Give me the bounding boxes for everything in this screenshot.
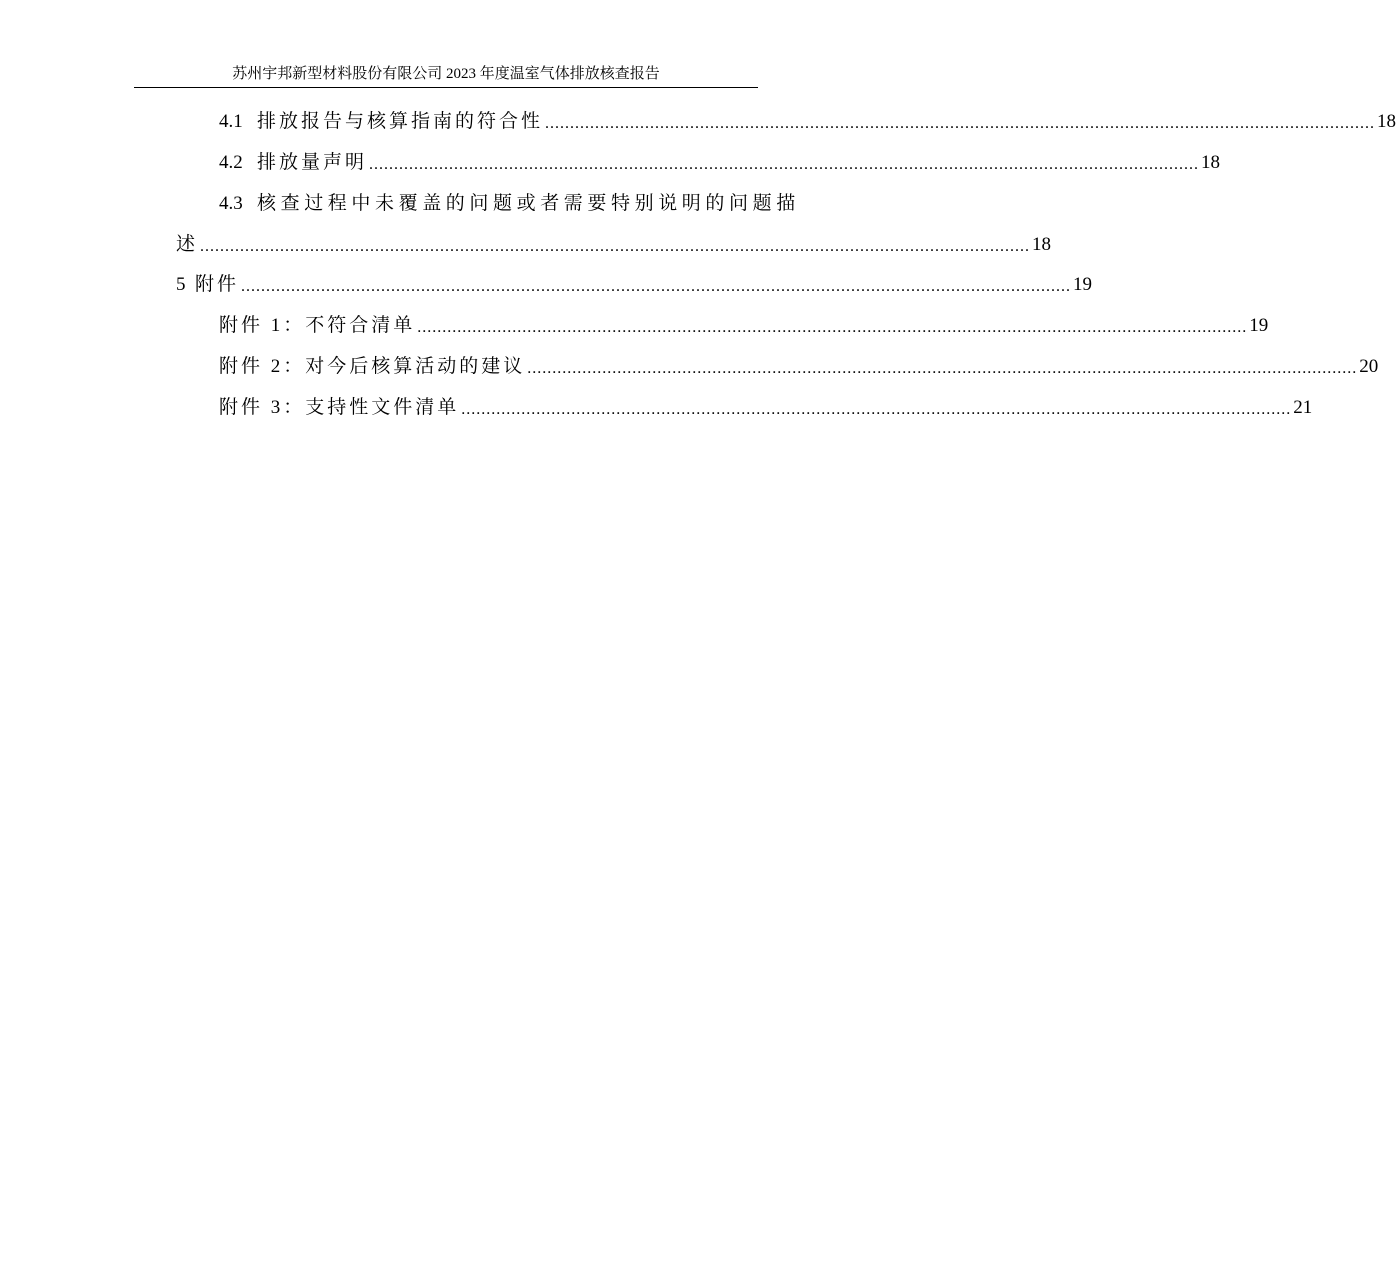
toc-entry-appendix-2[interactable] <box>219 355 1379 379</box>
header-divider <box>134 87 758 88</box>
toc-entry-page: 18 <box>1032 234 1052 255</box>
toc-entry-number: 4.1 <box>219 111 243 132</box>
toc-entry-spacer <box>243 151 257 175</box>
toc-dot-leader: ...................................................................................................................................................................... <box>461 401 1292 418</box>
toc-entry-title: 附件 3：支持性文件清单 <box>219 397 460 418</box>
toc-entry-spacer <box>243 192 257 216</box>
toc-entry-title: 附件 1：不符合清单 <box>219 315 416 336</box>
toc-dot-leader: ...................................................................................................................................................................... <box>417 319 1248 336</box>
toc-entry-5[interactable] <box>176 273 1093 297</box>
toc-entry-page: 19 <box>1249 315 1269 336</box>
toc-entry-4-3[interactable] <box>219 192 800 216</box>
toc-entry-spacer <box>243 110 257 134</box>
toc-entry-appendix-3[interactable] <box>219 396 1313 420</box>
toc-entry-title-continued: 述 <box>176 234 199 255</box>
toc-entry-title: 排放量声明 <box>257 152 368 173</box>
toc-dot-leader: ...................................................................................................................................................................... <box>369 156 1200 173</box>
toc-dot-leader: ...................................................................................................................................................................... <box>241 278 1072 295</box>
toc-entry-page: 18 <box>1201 152 1221 173</box>
toc-dot-leader: ...................................................................................................................................................................... <box>527 360 1358 377</box>
toc-entry-number: 4.3 <box>219 193 243 214</box>
toc-entry-4-3-continued[interactable] <box>176 233 1052 257</box>
toc-entry-number: 5 <box>176 274 186 295</box>
toc-entry-appendix-1[interactable] <box>219 314 1269 338</box>
toc-entry-page: 19 <box>1073 274 1093 295</box>
toc-dot-leader: ...................................................................................................................................................................... <box>545 115 1376 132</box>
toc-dot-leader: ...................................................................................................................................................................... <box>200 238 1031 255</box>
toc-entry-page: 21 <box>1293 397 1313 418</box>
toc-entry-title: 排放报告与核算指南的符合性 <box>257 111 544 132</box>
page-header-title: 苏州宇邦新型材料股份有限公司 2023 年度温室气体排放核查报告 <box>232 66 660 82</box>
toc-entry-4-1[interactable] <box>219 110 1396 134</box>
toc-entry-4-2[interactable] <box>219 151 1221 175</box>
toc-entry-title: 核查过程中未覆盖的问题或者需要特别说明的问题描 <box>257 193 800 214</box>
toc-entry-spacer <box>186 273 196 297</box>
toc-entry-title: 附件 2：对今后核算活动的建议 <box>219 356 526 377</box>
toc-entry-title: 附件 <box>195 274 240 295</box>
toc-entry-page: 18 <box>1377 111 1396 132</box>
toc-entry-page: 20 <box>1359 356 1379 377</box>
toc-entry-number: 4.2 <box>219 152 243 173</box>
